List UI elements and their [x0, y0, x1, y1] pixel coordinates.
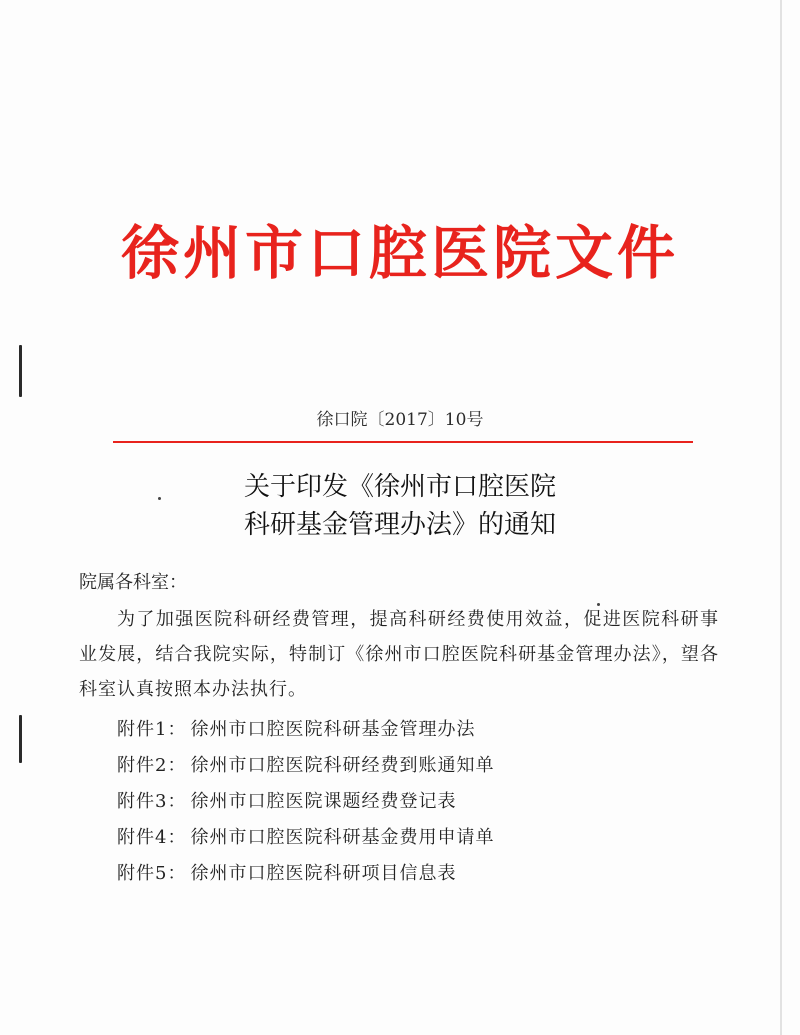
attachment-label: 附件4： — [117, 827, 187, 848]
binding-mark — [19, 345, 22, 397]
attachment-item — [117, 748, 494, 784]
attachment-item — [117, 784, 494, 820]
attachment-label: 附件1： — [117, 719, 187, 740]
attachment-text: 徐州市口腔医院科研基金管理办法 — [190, 719, 476, 740]
attachment-item — [117, 712, 494, 748]
attachment-text: 徐州市口腔医院科研项目信息表 — [190, 863, 457, 884]
attachment-text: 徐州市口腔医院科研经费到账通知单 — [190, 755, 495, 776]
document-masthead: 徐州市口腔医院文件 — [120, 219, 679, 287]
binding-mark — [19, 715, 22, 763]
attachment-text: 徐州市口腔医院课题经费登记表 — [190, 791, 457, 812]
attachment-label: 附件5： — [117, 863, 187, 884]
attachment-item — [117, 856, 494, 892]
document-title — [0, 468, 800, 544]
document-number: 徐口院〔2017〕10号 — [316, 410, 484, 430]
title-line-2: 科研基金管理办法》的通知 — [243, 510, 556, 540]
attachment-item — [117, 820, 494, 856]
speck-mark — [158, 497, 161, 500]
attachment-text: 徐州市口腔医院科研基金费用申请单 — [190, 827, 495, 848]
salutation: 院属各科室： — [79, 572, 187, 593]
red-divider-line — [113, 441, 693, 443]
attachment-label: 附件3： — [117, 791, 187, 812]
body-paragraph: 为了加强医院科研经费管理，提高科研经费使用效益，促进医院科研事业发展，结合我院实际，特制订《徐州市口腔医院科研基金管理办法》，望各科室认真按照本办法执行。 — [79, 609, 719, 700]
attachment-list — [117, 712, 494, 892]
title-line-1: 关于印发《徐州市口腔医院 — [243, 472, 556, 502]
attachment-label: 附件2： — [117, 755, 187, 776]
